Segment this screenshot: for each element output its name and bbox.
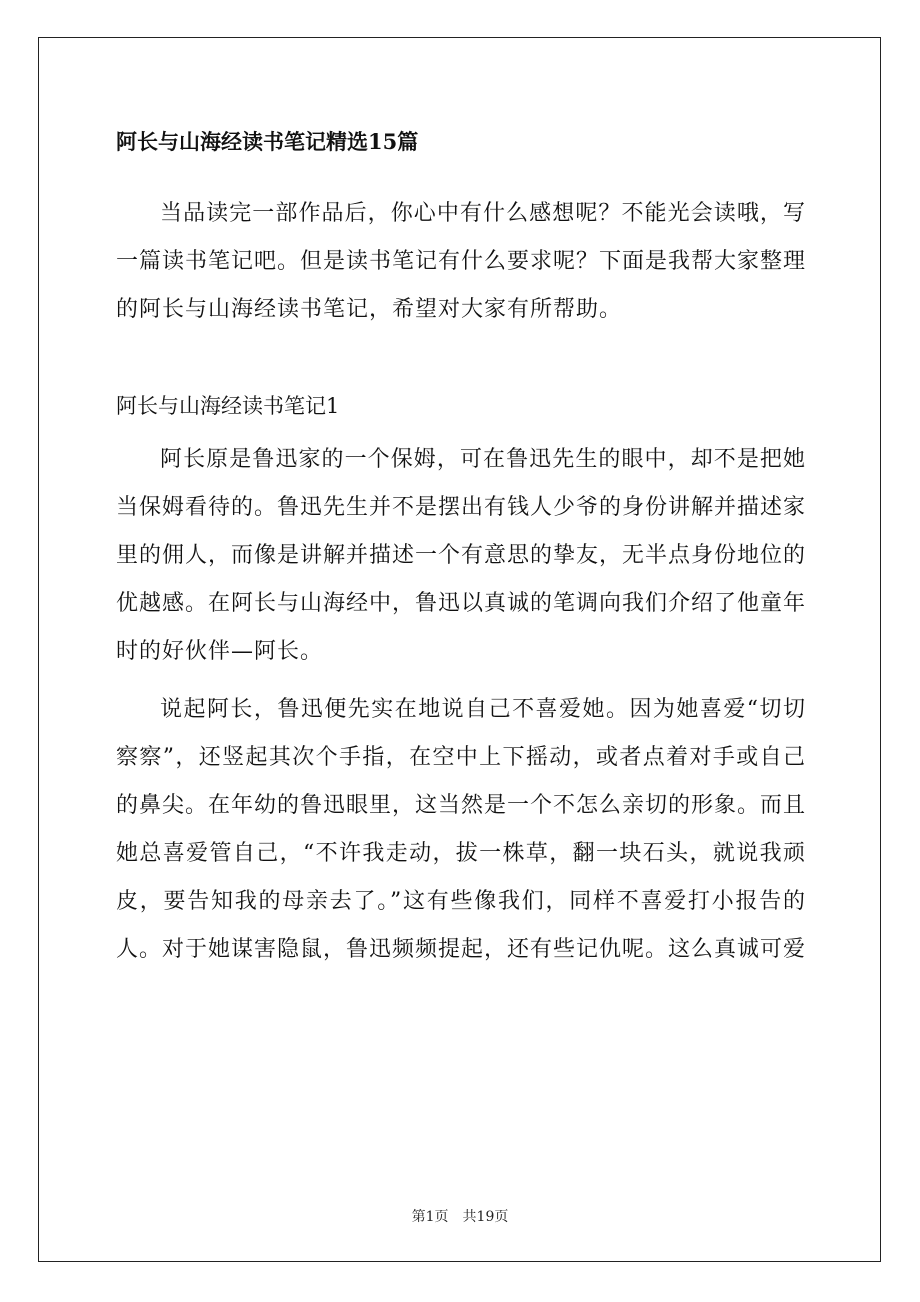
document-title: 阿长与山海经读书笔记精选15篇 bbox=[116, 129, 419, 154]
section-paragraph: 说起阿长，鲁迅便先实在地说自己不喜爱她。因为她喜爱“切切察察”，还竖起其次个手指，在空中上下摇动，或者点着对手或自己的鼻尖。在年幼的鲁迅眼里，这当然是一个不怎么亲切的形象。而且她总喜爱管自己，“不许我走动，拔一株草，翻一块石头，就说我顽皮，要告知我的母亲去了。”这有些像我们，同样不喜爱打小报告的人。对于她谋害隐鼠，鲁迅频频提起，还有些记仇呢。这么真诚可爱 bbox=[116, 697, 807, 962]
document-body bbox=[116, 118, 806, 974]
page-number: 第1页 共19页 bbox=[411, 1209, 509, 1225]
intro-paragraph: 当品读完一部作品后，你心中有什么感想呢？不能光会读哦，写一篇读书笔记吧。但是读书笔记有什么要求呢？下面是我帮大家整理的阿长与山海经读书笔记，希望对大家有所帮助。 bbox=[116, 201, 807, 322]
spacer bbox=[116, 166, 806, 190]
section-paragraph: 阿长原是鲁迅家的一个保姆，可在鲁迅先生的眼中，却不是把她当保姆看待的。鲁迅先生并不是摆出有钱人少爷的身份讲解并描述家里的佣人，而像是讲解并描述一个有意思的挚友，无半点身份地位的优越感。在阿长与山海经中，鲁迅以真诚的笔调向我们介绍了他童年时的好伙伴—阿长。 bbox=[116, 447, 807, 664]
section-heading: 阿长与山海经读书笔记1 bbox=[116, 394, 340, 418]
section-1 bbox=[116, 382, 806, 974]
